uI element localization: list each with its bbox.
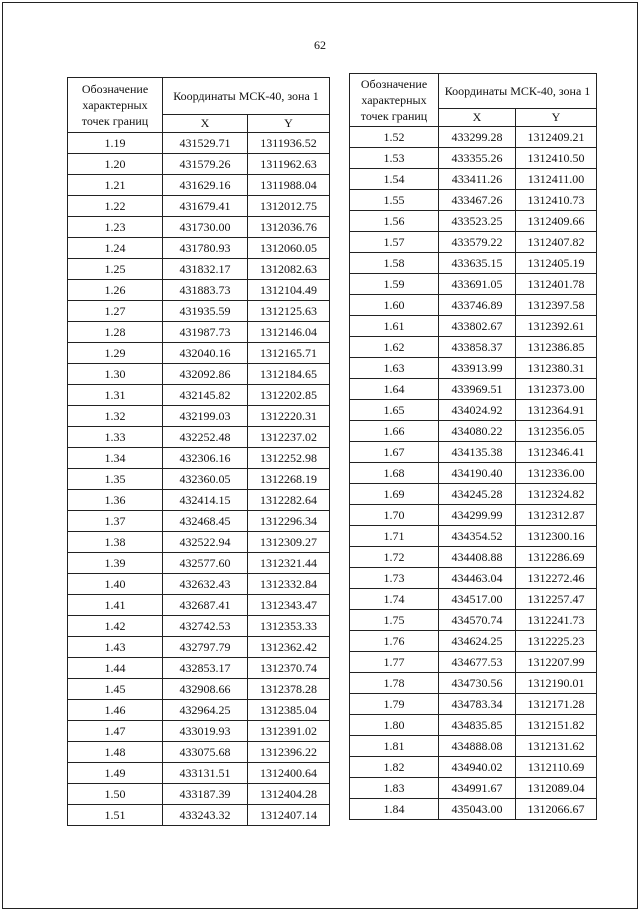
y-coordinate-cell: 1312410.73 [516, 190, 597, 211]
point-id-cell: 1.41 [68, 595, 163, 616]
x-coordinate-cell: 431730.00 [163, 217, 248, 238]
point-id-cell: 1.63 [350, 358, 439, 379]
point-id-cell: 1.24 [68, 238, 163, 259]
point-id-cell: 1.53 [350, 148, 439, 169]
point-id-cell: 1.45 [68, 679, 163, 700]
point-id-cell: 1.39 [68, 553, 163, 574]
point-id-cell: 1.49 [68, 763, 163, 784]
y-coordinate-cell: 1312282.64 [248, 490, 330, 511]
table-row [350, 421, 597, 442]
x-coordinate-cell: 433969.51 [439, 379, 516, 400]
point-id-cell: 1.42 [68, 616, 163, 637]
x-coordinate-cell: 433299.28 [439, 127, 516, 148]
x-coordinate-cell: 433579.22 [439, 232, 516, 253]
table-row [68, 742, 330, 763]
y-coordinate-cell: 1312268.19 [248, 469, 330, 490]
y-column-header: Y [516, 109, 597, 127]
table-row [68, 343, 330, 364]
point-id-cell: 1.58 [350, 253, 439, 274]
point-id-cell: 1.32 [68, 406, 163, 427]
point-id-cell: 1.38 [68, 532, 163, 553]
point-id-cell: 1.67 [350, 442, 439, 463]
coordinates-table-left [67, 77, 330, 826]
point-id-cell: 1.30 [68, 364, 163, 385]
y-coordinate-cell: 1312407.14 [248, 805, 330, 826]
table-row [350, 127, 597, 148]
table-row [68, 511, 330, 532]
x-coordinate-cell: 432306.16 [163, 448, 248, 469]
point-id-cell: 1.57 [350, 232, 439, 253]
x-coordinate-cell: 434991.67 [439, 778, 516, 799]
y-coordinate-cell: 1312036.76 [248, 217, 330, 238]
table-row [350, 253, 597, 274]
y-coordinate-cell: 1312391.02 [248, 721, 330, 742]
table-row [350, 673, 597, 694]
x-coordinate-cell: 434463.04 [439, 568, 516, 589]
point-id-cell: 1.51 [68, 805, 163, 826]
table-row [68, 154, 330, 175]
y-coordinate-cell: 1312184.65 [248, 364, 330, 385]
y-coordinate-cell: 1312405.19 [516, 253, 597, 274]
point-id-cell: 1.37 [68, 511, 163, 532]
table-row [350, 400, 597, 421]
table-row [350, 757, 597, 778]
x-coordinate-cell: 434783.34 [439, 694, 516, 715]
x-coordinate-cell: 433243.32 [163, 805, 248, 826]
y-coordinate-cell: 1312364.91 [516, 400, 597, 421]
x-coordinate-cell: 433746.89 [439, 295, 516, 316]
y-coordinate-cell: 1312165.71 [248, 343, 330, 364]
point-id-cell: 1.82 [350, 757, 439, 778]
point-id-cell: 1.28 [68, 322, 163, 343]
table-row [68, 448, 330, 469]
table-row [350, 379, 597, 400]
y-coordinate-cell: 1312125.63 [248, 301, 330, 322]
x-coordinate-cell: 434677.53 [439, 652, 516, 673]
table-row [68, 238, 330, 259]
table-row [350, 568, 597, 589]
table-row [68, 322, 330, 343]
x-coordinate-cell: 433131.51 [163, 763, 248, 784]
y-coordinate-cell: 1312104.49 [248, 280, 330, 301]
table-row [350, 295, 597, 316]
point-id-cell: 1.77 [350, 652, 439, 673]
point-label-header: Обозначение характерных точек границ [350, 74, 439, 127]
y-coordinate-cell: 1312321.44 [248, 553, 330, 574]
table-row [68, 679, 330, 700]
y-coordinate-cell: 1312110.69 [516, 757, 597, 778]
point-id-cell: 1.20 [68, 154, 163, 175]
x-coordinate-cell: 434024.92 [439, 400, 516, 421]
table-row [350, 148, 597, 169]
table-row [350, 631, 597, 652]
x-coordinate-cell: 433355.26 [439, 148, 516, 169]
y-coordinate-cell: 1311962.63 [248, 154, 330, 175]
point-id-cell: 1.36 [68, 490, 163, 511]
x-coordinate-cell: 433075.68 [163, 742, 248, 763]
x-coordinate-cell: 434835.85 [439, 715, 516, 736]
x-coordinate-cell: 431883.73 [163, 280, 248, 301]
point-id-cell: 1.31 [68, 385, 163, 406]
point-id-cell: 1.72 [350, 547, 439, 568]
table-row [350, 337, 597, 358]
page-number: 62 [314, 38, 326, 52]
point-id-cell: 1.69 [350, 484, 439, 505]
table-row [68, 427, 330, 448]
table-row [68, 490, 330, 511]
point-id-cell: 1.27 [68, 301, 163, 322]
table-row [68, 658, 330, 679]
point-id-cell: 1.56 [350, 211, 439, 232]
y-coordinate-cell: 1312362.42 [248, 637, 330, 658]
y-column-header: Y [248, 115, 330, 133]
x-coordinate-cell: 434730.56 [439, 673, 516, 694]
y-coordinate-cell: 1312220.31 [248, 406, 330, 427]
y-coordinate-cell: 1312286.69 [516, 547, 597, 568]
table-row [350, 778, 597, 799]
coords-group-header: Координаты МСК-40, зона 1 [439, 74, 597, 109]
x-coordinate-cell: 432742.53 [163, 616, 248, 637]
y-coordinate-cell: 1312237.02 [248, 427, 330, 448]
x-coordinate-cell: 433913.99 [439, 358, 516, 379]
x-coordinate-cell: 434080.22 [439, 421, 516, 442]
point-id-cell: 1.25 [68, 259, 163, 280]
y-coordinate-cell: 1312401.78 [516, 274, 597, 295]
point-id-cell: 1.44 [68, 658, 163, 679]
y-coordinate-cell: 1312131.62 [516, 736, 597, 757]
x-coordinate-cell: 434190.40 [439, 463, 516, 484]
table-row [68, 574, 330, 595]
point-id-cell: 1.66 [350, 421, 439, 442]
point-id-cell: 1.19 [68, 133, 163, 154]
table-row [68, 385, 330, 406]
x-coordinate-cell: 432414.15 [163, 490, 248, 511]
y-coordinate-cell: 1312380.31 [516, 358, 597, 379]
point-id-cell: 1.23 [68, 217, 163, 238]
x-coordinate-cell: 431679.41 [163, 196, 248, 217]
point-id-cell: 1.26 [68, 280, 163, 301]
table-row [350, 169, 597, 190]
y-coordinate-cell: 1312012.75 [248, 196, 330, 217]
point-id-cell: 1.76 [350, 631, 439, 652]
y-coordinate-cell: 1312392.61 [516, 316, 597, 337]
y-coordinate-cell: 1312404.28 [248, 784, 330, 805]
y-coordinate-cell: 1312171.28 [516, 694, 597, 715]
y-coordinate-cell: 1312190.01 [516, 673, 597, 694]
table-row [68, 637, 330, 658]
table-row [350, 526, 597, 547]
x-coordinate-cell: 433523.25 [439, 211, 516, 232]
x-coordinate-cell: 432632.43 [163, 574, 248, 595]
point-id-cell: 1.61 [350, 316, 439, 337]
table-row [350, 484, 597, 505]
y-coordinate-cell: 1312373.00 [516, 379, 597, 400]
table-row [350, 232, 597, 253]
y-coordinate-cell: 1312370.74 [248, 658, 330, 679]
y-coordinate-cell: 1312272.46 [516, 568, 597, 589]
x-coordinate-cell: 432522.94 [163, 532, 248, 553]
table-row [350, 211, 597, 232]
point-id-cell: 1.84 [350, 799, 439, 820]
table-row [68, 763, 330, 784]
x-coordinate-cell: 433187.39 [163, 784, 248, 805]
table-row [68, 469, 330, 490]
y-coordinate-cell: 1312409.21 [516, 127, 597, 148]
table-row [68, 805, 330, 826]
point-id-cell: 1.50 [68, 784, 163, 805]
y-coordinate-cell: 1312346.41 [516, 442, 597, 463]
table-row [68, 133, 330, 154]
y-coordinate-cell: 1312332.84 [248, 574, 330, 595]
table-row [68, 406, 330, 427]
point-id-cell: 1.35 [68, 469, 163, 490]
x-coordinate-cell: 434517.00 [439, 589, 516, 610]
y-coordinate-cell: 1312312.87 [516, 505, 597, 526]
table-row [68, 595, 330, 616]
x-coordinate-cell: 433802.67 [439, 316, 516, 337]
table-row [350, 589, 597, 610]
table-row [350, 358, 597, 379]
point-id-cell: 1.40 [68, 574, 163, 595]
y-coordinate-cell: 1312225.23 [516, 631, 597, 652]
point-id-cell: 1.33 [68, 427, 163, 448]
x-coordinate-cell: 432687.41 [163, 595, 248, 616]
table-row [350, 316, 597, 337]
point-id-cell: 1.62 [350, 337, 439, 358]
point-id-cell: 1.75 [350, 610, 439, 631]
point-id-cell: 1.47 [68, 721, 163, 742]
point-id-cell: 1.74 [350, 589, 439, 610]
x-coordinate-cell: 432360.05 [163, 469, 248, 490]
table-row [350, 715, 597, 736]
x-coordinate-cell: 432908.66 [163, 679, 248, 700]
x-coordinate-cell: 434299.99 [439, 505, 516, 526]
point-id-cell: 1.80 [350, 715, 439, 736]
point-id-cell: 1.78 [350, 673, 439, 694]
point-id-cell: 1.71 [350, 526, 439, 547]
point-id-cell: 1.65 [350, 400, 439, 421]
point-id-cell: 1.54 [350, 169, 439, 190]
table-row [68, 217, 330, 238]
y-coordinate-cell: 1312411.00 [516, 169, 597, 190]
x-coordinate-cell: 433411.26 [439, 169, 516, 190]
table-row [350, 652, 597, 673]
table-row [68, 784, 330, 805]
y-coordinate-cell: 1312257.47 [516, 589, 597, 610]
y-coordinate-cell: 1312146.04 [248, 322, 330, 343]
x-coordinate-cell: 431529.71 [163, 133, 248, 154]
table-row [68, 616, 330, 637]
y-coordinate-cell: 1312397.58 [516, 295, 597, 316]
y-coordinate-cell: 1312202.85 [248, 385, 330, 406]
y-coordinate-cell: 1312410.50 [516, 148, 597, 169]
point-id-cell: 1.52 [350, 127, 439, 148]
x-coordinate-cell: 433691.05 [439, 274, 516, 295]
point-id-cell: 1.29 [68, 343, 163, 364]
y-coordinate-cell: 1312356.05 [516, 421, 597, 442]
point-id-cell: 1.22 [68, 196, 163, 217]
table-row [350, 736, 597, 757]
x-coordinate-cell: 434408.88 [439, 547, 516, 568]
table-row [68, 721, 330, 742]
x-coordinate-cell: 434354.52 [439, 526, 516, 547]
point-id-cell: 1.43 [68, 637, 163, 658]
x-coordinate-cell: 432145.82 [163, 385, 248, 406]
x-coordinate-cell: 432964.25 [163, 700, 248, 721]
x-coordinate-cell: 432577.60 [163, 553, 248, 574]
y-coordinate-cell: 1312353.33 [248, 616, 330, 637]
x-coordinate-cell: 431935.59 [163, 301, 248, 322]
y-coordinate-cell: 1312082.63 [248, 259, 330, 280]
coordinates-table-right [349, 73, 597, 820]
y-coordinate-cell: 1312151.82 [516, 715, 597, 736]
x-coordinate-cell: 432252.48 [163, 427, 248, 448]
x-coordinate-cell: 432199.03 [163, 406, 248, 427]
table-row [350, 610, 597, 631]
table-row [68, 700, 330, 721]
x-coordinate-cell: 432468.45 [163, 511, 248, 532]
x-coordinate-cell: 431579.26 [163, 154, 248, 175]
point-id-cell: 1.73 [350, 568, 439, 589]
y-coordinate-cell: 1312407.82 [516, 232, 597, 253]
table-row [68, 259, 330, 280]
point-label-header: Обозначение характерных точек границ [68, 78, 163, 133]
y-coordinate-cell: 1312207.99 [516, 652, 597, 673]
x-coordinate-cell: 433467.26 [439, 190, 516, 211]
y-coordinate-cell: 1311936.52 [248, 133, 330, 154]
table-row [68, 553, 330, 574]
y-coordinate-cell: 1312324.82 [516, 484, 597, 505]
y-coordinate-cell: 1312300.16 [516, 526, 597, 547]
point-id-cell: 1.81 [350, 736, 439, 757]
table-row [68, 364, 330, 385]
x-coordinate-cell: 434135.38 [439, 442, 516, 463]
point-id-cell: 1.68 [350, 463, 439, 484]
x-coordinate-cell: 432040.16 [163, 343, 248, 364]
x-coordinate-cell: 434570.74 [439, 610, 516, 631]
point-id-cell: 1.34 [68, 448, 163, 469]
x-coordinate-cell: 431629.16 [163, 175, 248, 196]
table-row [68, 301, 330, 322]
x-coordinate-cell: 432853.17 [163, 658, 248, 679]
table-row [350, 694, 597, 715]
y-coordinate-cell: 1312378.28 [248, 679, 330, 700]
x-column-header: X [439, 109, 516, 127]
table-row [350, 547, 597, 568]
table-row [350, 505, 597, 526]
x-coordinate-cell: 434940.02 [439, 757, 516, 778]
table-row [68, 196, 330, 217]
point-id-cell: 1.46 [68, 700, 163, 721]
y-coordinate-cell: 1312396.22 [248, 742, 330, 763]
point-id-cell: 1.55 [350, 190, 439, 211]
x-coordinate-cell: 432797.79 [163, 637, 248, 658]
y-coordinate-cell: 1312252.98 [248, 448, 330, 469]
point-id-cell: 1.59 [350, 274, 439, 295]
x-coordinate-cell: 434888.08 [439, 736, 516, 757]
y-coordinate-cell: 1312336.00 [516, 463, 597, 484]
y-coordinate-cell: 1312066.67 [516, 799, 597, 820]
x-coordinate-cell: 431987.73 [163, 322, 248, 343]
y-coordinate-cell: 1312241.73 [516, 610, 597, 631]
point-id-cell: 1.60 [350, 295, 439, 316]
x-column-header: X [163, 115, 248, 133]
y-coordinate-cell: 1312386.85 [516, 337, 597, 358]
y-coordinate-cell: 1312385.04 [248, 700, 330, 721]
y-coordinate-cell: 1312409.66 [516, 211, 597, 232]
table-row [68, 280, 330, 301]
y-coordinate-cell: 1312309.27 [248, 532, 330, 553]
y-coordinate-cell: 1311988.04 [248, 175, 330, 196]
x-coordinate-cell: 431832.17 [163, 259, 248, 280]
table-row [350, 463, 597, 484]
x-coordinate-cell: 433635.15 [439, 253, 516, 274]
table-row [350, 190, 597, 211]
table-row [68, 532, 330, 553]
point-id-cell: 1.83 [350, 778, 439, 799]
point-id-cell: 1.64 [350, 379, 439, 400]
table-row [350, 442, 597, 463]
x-coordinate-cell: 434624.25 [439, 631, 516, 652]
x-coordinate-cell: 433858.37 [439, 337, 516, 358]
x-coordinate-cell: 432092.86 [163, 364, 248, 385]
y-coordinate-cell: 1312060.05 [248, 238, 330, 259]
x-coordinate-cell: 433019.93 [163, 721, 248, 742]
y-coordinate-cell: 1312296.34 [248, 511, 330, 532]
y-coordinate-cell: 1312343.47 [248, 595, 330, 616]
x-coordinate-cell: 435043.00 [439, 799, 516, 820]
point-id-cell: 1.48 [68, 742, 163, 763]
table-row [68, 175, 330, 196]
table-row [350, 274, 597, 295]
point-id-cell: 1.21 [68, 175, 163, 196]
y-coordinate-cell: 1312400.64 [248, 763, 330, 784]
y-coordinate-cell: 1312089.04 [516, 778, 597, 799]
x-coordinate-cell: 431780.93 [163, 238, 248, 259]
table-row [350, 799, 597, 820]
x-coordinate-cell: 434245.28 [439, 484, 516, 505]
coords-group-header: Координаты МСК-40, зона 1 [163, 78, 330, 115]
point-id-cell: 1.70 [350, 505, 439, 526]
point-id-cell: 1.79 [350, 694, 439, 715]
